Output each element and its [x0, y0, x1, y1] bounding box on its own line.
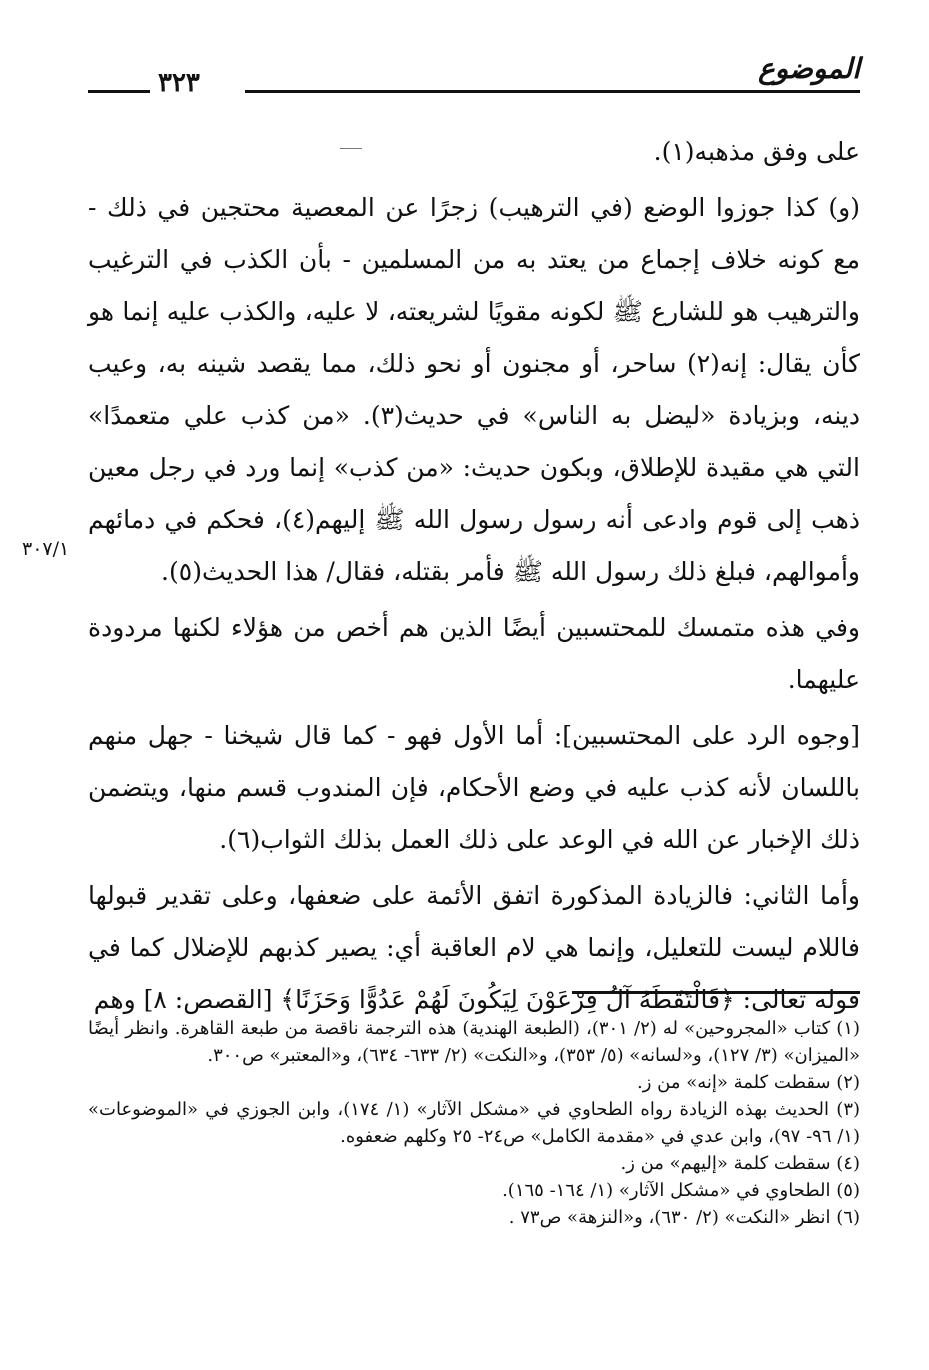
paragraph: وفي هذه متمسك للمحتسبين أيضًا الذين هم أخص من هؤلاء لكنها مردودة عليهما. [88, 613, 860, 694]
footnote: (٤) سقطت كلمة «إليهم» من ز. [620, 1153, 860, 1174]
footnotes [88, 1015, 860, 1231]
paragraph: على وفق مذهبه(١). [653, 137, 860, 166]
running-title: الموضوع [758, 52, 860, 85]
footnote: (١) كتاب «المجروحين» له (٢/ ٣٠١)، (الطبعة الهندية) هذه الترجمة ناقصة من طبعة القاهرة. وانظر أيضًا «الميزان» (٣/ ١٢٧)، و«لسانه» (٥/ ٣٥٣)، و«النكت» (٢/ ٦٣٣- ٦٣٤)، و«المعتبر» ص٣٠٠. [88, 1018, 860, 1066]
margin-reference: ٣٠٧/١ [22, 538, 70, 560]
header-rule [245, 90, 860, 93]
footnote: (٢) سقطت كلمة «إنه» من ز. [637, 1072, 860, 1093]
footnote: (٣) الحديث بهذه الزيادة رواه الطحاوي في «مشكل الآثار» (١/ ١٧٤)، وابن الجوزي في «الموضوعات» (١/ ٩٦- ٩٧)، وابن عدي في «مقدمة الكامل» ص٢٤- ٢٥ وكلهم ضعفوه. [88, 1099, 861, 1147]
page-number: ٣٢٣ [158, 68, 200, 98]
paragraph: وأما الثاني: فالزيادة المذكورة اتفق الأئمة على ضعفها، وعلى تقدير قبولها فاللام ليست للتعليل، وإنما هي لام العاقبة أي: يصير كذبهم للإضلال كما في قوله تعالى: ﴿فَالْتَقَطَهُ آلُ فِرْعَوْنَ لِيَكُونَ لَهُمْ عَدُوًّا وَحَزَنًا﴾ [القصص: ٨] وهم [88, 881, 860, 1014]
paragraph: [وجوه الرد على المحتسبين]: أما الأول فهو - كما قال شيخنا - جهل منهم باللسان لأنه كذب عليه في وضع الأحكام، فإن المندوب قسم منها، ويتضمن ذلك الإخبار عن الله في الوعد على ذلك العمل بذلك الثواب(٦). [88, 721, 860, 854]
main-text [88, 126, 860, 1026]
paragraph: (و) كذا جوزوا الوضع (في الترهيب) زجرًا عن المعصية محتجين في ذلك - مع كونه خلاف إجماع من يعتد به من المسلمين - بأن الكذب في الترغيب والترهيب هو للشارع ﷺ لكونه مقويًا لشريعته، لا عليه، والكذب عليه إنما هو كأن يقال: إنه(٢) ساحر، أو مجنون أو نحو ذلك، مما يقصد شينه به، وعيب دينه، وبزيادة «ليضل به الناس» في حديث(٣). «من كذب علي متعمدًا» التي هي مقيدة للإطلاق، وبكون حديث: «من كذب» إنما ورد في رجل معين ذهب إلى قوم وادعى أنه رسول رسول الله ﷺ إليهم(٤)، فحكم في دمائهم وأموالهم، فبلغ ذلك رسول الله ﷺ فأمر بقتله، فقال/ هذا الحديث(٥). [88, 193, 861, 586]
footnote: (٥) الطحاوي في «مشكل الآثار» (١/ ١٦٤- ١٦٥). [502, 1180, 860, 1201]
footnote-separator [572, 991, 860, 994]
footnote: (٦) انظر «النكت» (٢/ ٦٣٠)، و«النزهة» ص٧٣ . [508, 1207, 860, 1228]
page-header [88, 44, 860, 104]
header-rule-short [88, 90, 150, 93]
